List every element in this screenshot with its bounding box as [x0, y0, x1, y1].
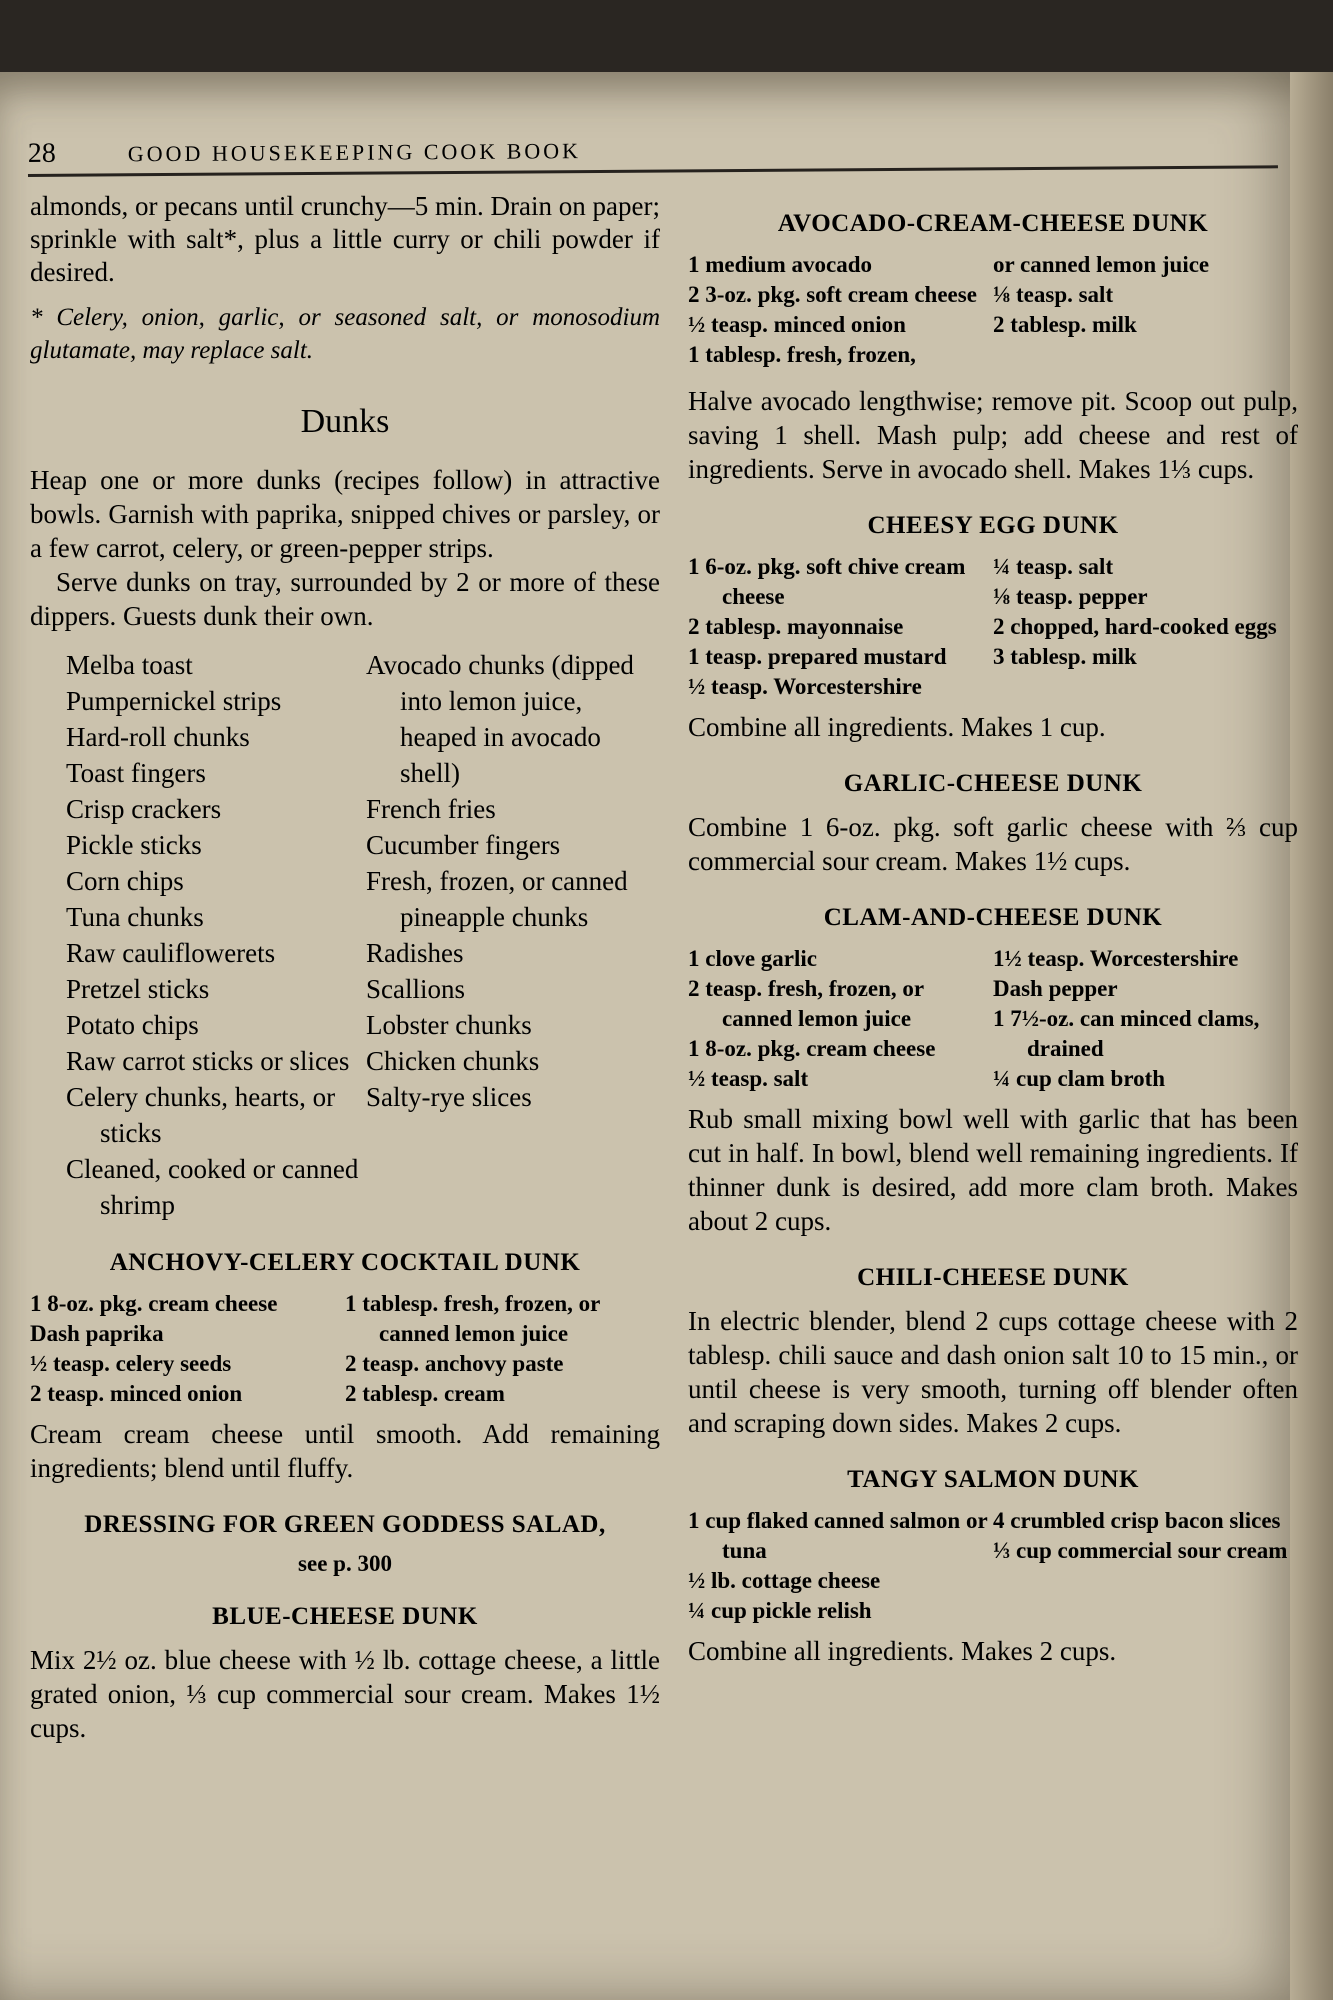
ingredient-item: ⅓ cup commercial sour cream — [993, 1538, 1288, 1563]
dipper-item: Chicken chunks — [366, 1046, 540, 1076]
ingredient-item: 1 tablesp. fresh, frozen, — [688, 342, 916, 367]
ingredient-item: 2 teasp. minced onion — [30, 1381, 243, 1406]
method-blue-cheese: Mix 2½ oz. blue cheese with ½ lb. cottage cheese, a little grated onion, ⅓ cup commercial sour cream. Makes 1½ cups. — [30, 1645, 660, 1743]
recipe-title-anchovy: ANCHOVY-CELERY COCKTAIL DUNK — [109, 1249, 581, 1276]
dipper-item: Pickle sticks — [66, 830, 202, 860]
intro-text: almonds, or pecans until crunchy—5 min. Drain on paper; sprinkle with salt*, plus a little curry or chili powder if desired. — [30, 191, 660, 287]
ingredient-item: 2 tablesp. milk — [993, 312, 1137, 337]
dipper-item: Tuna chunks — [66, 902, 204, 932]
ingredients-column-2 — [993, 250, 1298, 370]
dipper-item: Scallions — [366, 974, 465, 1004]
method-cheesy-egg: Combine all ingredients. Makes 1 cup. — [688, 712, 1106, 742]
ingredients-column-1 — [688, 250, 993, 370]
ingredient-item: ½ teasp. minced onion — [688, 312, 906, 337]
dipper-item: Lobster chunks — [366, 1010, 532, 1040]
recipe-title-avocado: AVOCADO-CREAM-CHEESE DUNK — [777, 210, 1209, 237]
ingredient-item: 1 medium avocado — [688, 252, 872, 277]
ingredients-column-1 — [688, 552, 993, 702]
dipper-item: Toast fingers — [66, 758, 206, 788]
dipper-item: Raw cauliflowerets — [66, 938, 276, 968]
ingredient-item: 2 3-oz. pkg. soft cream cheese — [688, 282, 977, 307]
footnote: * Celery, onion, garlic, or seasoned salt, or monosodium glutamate, may replace salt. — [30, 304, 660, 364]
dipper-item: Fresh, frozen, or canned pineapple chunks — [366, 866, 628, 932]
ingredients-column-2 — [993, 944, 1298, 1094]
ingredients-salmon — [688, 1506, 1298, 1626]
dipper-item: Avocado chunks (dipped into lemon juice, heaped in avocado shell) — [366, 650, 634, 788]
ingredients-column-2 — [345, 1289, 660, 1409]
right-column — [688, 190, 1298, 1668]
ingredient-item: 2 chopped, hard-cooked eggs — [993, 614, 1277, 639]
recipe-title-chili: CHILI-CHEESE DUNK — [857, 1264, 1129, 1291]
recipe-title-cheesy-egg: CHEESY EGG DUNK — [867, 512, 1119, 539]
cross-reference: see p. 300 — [298, 1551, 392, 1576]
ingredients-clam — [688, 944, 1298, 1094]
dipper-item: Radishes — [366, 938, 464, 968]
method-salmon: Combine all ingredients. Makes 2 cups. — [688, 1636, 1117, 1666]
ingredients-column-2 — [993, 552, 1298, 702]
running-head: GOOD HOUSEKEEPING COOK BOOK — [127, 138, 582, 167]
ingredient-item: 1 clove garlic — [688, 946, 818, 971]
left-column — [30, 190, 660, 1745]
page-header — [28, 125, 1278, 177]
ingredient-item: 2 tablesp. mayonnaise — [688, 614, 904, 639]
ingredient-item: ½ teasp. celery seeds — [30, 1351, 232, 1376]
recipe-title-salmon: TANGY SALMON DUNK — [847, 1466, 1139, 1493]
dipper-item: Corn chips — [66, 866, 184, 896]
ingredient-item: Dash paprika — [30, 1321, 164, 1346]
recipe-title-blue-cheese: BLUE-CHEESE DUNK — [212, 1603, 478, 1630]
dunks-para-1: Heap one or more dunks (recipes follow) in attractive bowls. Garnish with paprika, snipped chives or parsley, or a few carrot, celery, or green-pepper strips. — [30, 465, 660, 563]
dipper-item: Hard-roll chunks — [66, 722, 250, 752]
dipper-item: French fries — [366, 794, 496, 824]
page-number: 28 — [27, 137, 56, 170]
dipper-item: Crisp crackers — [66, 794, 222, 824]
ingredient-item: ⅛ teasp. salt — [993, 282, 1114, 307]
ingredient-item: ¼ cup clam broth — [993, 1066, 1166, 1091]
dipper-item: Pretzel sticks — [66, 974, 210, 1004]
ingredient-item: 2 teasp. anchovy paste — [345, 1351, 564, 1376]
ingredient-item: ¼ cup pickle relish — [688, 1598, 872, 1623]
dippers-list — [30, 647, 660, 1223]
ingredients-column-1 — [688, 944, 993, 1094]
ingredient-item: 1 8-oz. pkg. cream cheese — [30, 1291, 278, 1316]
method-garlic: Combine 1 6-oz. pkg. soft garlic cheese with ⅔ cup commercial sour cream. Makes 1½ cups. — [688, 812, 1298, 876]
dipper-item: Melba toast — [66, 650, 193, 680]
ingredient-item: ½ teasp. salt — [688, 1066, 809, 1091]
ingredient-item: 1 8-oz. pkg. cream cheese — [688, 1036, 936, 1061]
ingredients-anchovy — [30, 1289, 660, 1409]
ingredient-item: 2 teasp. fresh, frozen, or canned lemon juice — [688, 976, 924, 1031]
ingredients-cheesy-egg — [688, 552, 1298, 702]
ingredient-item: 1 6-oz. pkg. soft chive cream cheese — [688, 554, 966, 609]
ingredients-column-1 — [30, 1289, 345, 1409]
dippers-column-1 — [30, 647, 366, 1223]
ingredient-item: 1 teasp. prepared mustard — [688, 644, 947, 669]
ingredient-item: 3 tablesp. milk — [993, 644, 1137, 669]
ingredient-item: ½ teasp. Worcestershire — [688, 674, 922, 699]
dipper-item: Cleaned, cooked or canned shrimp — [66, 1154, 359, 1220]
ingredient-item: Dash pepper — [993, 976, 1118, 1001]
ingredient-item: 4 crumbled crisp bacon slices — [993, 1508, 1281, 1533]
ingredient-item: ⅛ teasp. pepper — [993, 584, 1148, 609]
dipper-item: Cucumber fingers — [366, 830, 561, 860]
ingredients-avocado — [688, 250, 1298, 370]
ingredient-item: 1 7½-oz. can minced clams, drained — [993, 1006, 1260, 1061]
ingredient-item: 1 tablesp. fresh, frozen, or canned lemon juice — [345, 1291, 600, 1346]
recipe-title-green-goddess: DRESSING FOR GREEN GODDESS SALAD, — [84, 1511, 606, 1538]
dipper-item: Salty-rye slices — [366, 1082, 532, 1112]
ingredient-item: 1½ teasp. Worcestershire — [993, 946, 1239, 971]
dipper-item: Potato chips — [66, 1010, 199, 1040]
ingredient-item: 1 cup flaked canned salmon or tuna — [688, 1508, 988, 1563]
method-anchovy: Cream cream cheese until smooth. Add remaining ingredients; blend until fluffy. — [30, 1419, 660, 1483]
recipe-title-clam: CLAM-AND-CHEESE DUNK — [823, 904, 1163, 931]
dipper-item: Raw carrot sticks or slices — [66, 1046, 350, 1076]
method-chili: In electric blender, blend 2 cups cottage cheese with 2 tablesp. chili sauce and dash onion salt 10 to 15 min., or until cheese is very smooth, turning off blender often and scraping down sides. Makes 2 cups. — [688, 1306, 1298, 1438]
dunks-para-2: Serve dunks on tray, surrounded by 2 or more of these dippers. Guests dunk their own. — [30, 567, 660, 631]
ingredient-item: or canned lemon juice — [993, 252, 1210, 277]
recipe-title-garlic: GARLIC-CHEESE DUNK — [843, 770, 1143, 797]
ingredients-column-2 — [993, 1506, 1298, 1626]
method-avocado: Halve avocado lengthwise; remove pit. Scoop out pulp, saving 1 shell. Mash pulp; add cheese and rest of ingredients. Serve in avocado shell. Makes 1⅓ cups. — [688, 386, 1298, 484]
section-title: Dunks — [300, 403, 390, 440]
dipper-item: Celery chunks, hearts, or sticks — [66, 1082, 336, 1148]
method-clam: Rub small mixing bowl well with garlic that has been cut in half. In bowl, blend well remaining ingredients. If thinner dunk is desired, add more clam broth. Makes about 2 cups. — [688, 1104, 1298, 1236]
ingredient-item: ½ lb. cottage cheese — [688, 1568, 881, 1593]
dipper-item: Pumpernickel strips — [66, 686, 282, 716]
ingredient-item: 2 tablesp. cream — [345, 1381, 505, 1406]
dippers-column-2 — [366, 647, 656, 1223]
ingredients-column-1 — [688, 1506, 993, 1626]
ingredient-item: ¼ teasp. salt — [993, 554, 1114, 579]
